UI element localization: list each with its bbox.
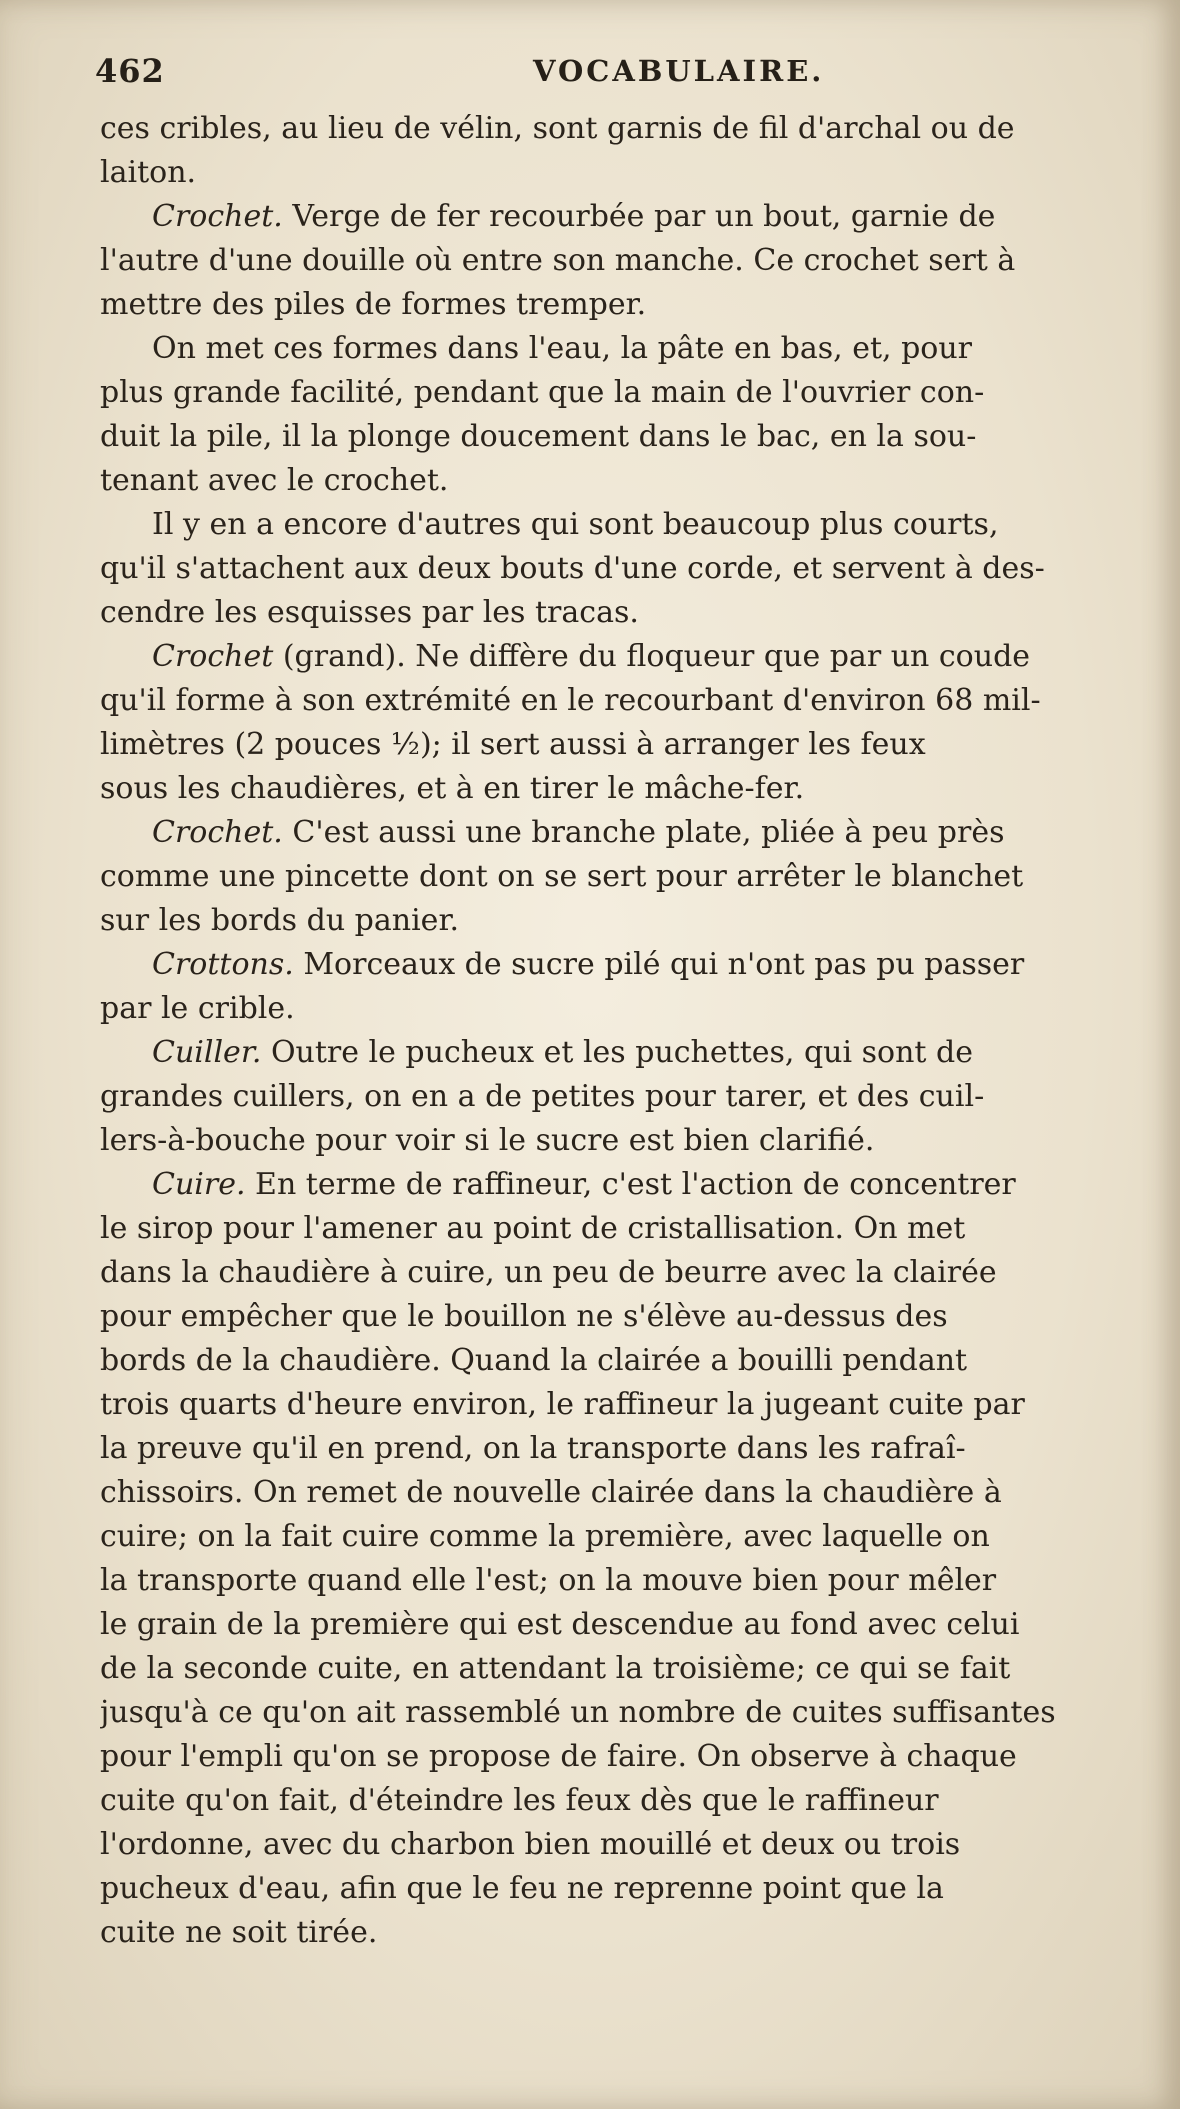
line-text: le sirop pour l'amener au point de cristallisation. On met [100,1211,966,1246]
line-text: Verge de fer recourbée par un bout, garnie de [282,199,996,234]
text-line [100,1471,1178,1515]
entry-term: Cuiller. [152,1035,262,1070]
text-line [100,1163,1178,1207]
line-text: qu'il forme à son extrémité en le recourbant d'environ 68 mil- [100,683,1041,718]
text-line [100,1911,1178,1955]
line-text: cuite ne soit tirée. [100,1915,378,1950]
text-line [100,1559,1178,1603]
text-line [100,1823,1178,1867]
text-line [100,1031,1178,1075]
text-line [100,1735,1178,1779]
text-line [100,1075,1178,1119]
text-line [100,1603,1178,1647]
line-text: par le crible. [100,991,295,1026]
text-line [100,987,1178,1031]
text-line [100,1515,1178,1559]
line-text: de la seconde cuite, en attendant la troisième; ce qui se fait [100,1651,1011,1686]
line-text: Il y en a encore d'autres qui sont beaucoup plus courts, [152,507,999,542]
line-text: On met ces formes dans l'eau, la pâte en bas, et, pour [152,331,973,366]
line-text: chissoirs. On remet de nouvelle clairée dans la chaudière à [100,1475,1002,1510]
line-text: trois quarts d'heure environ, le raffineur la jugeant cuite par [100,1387,1025,1422]
text-line [100,283,1178,327]
text-line [100,679,1178,723]
line-text: le grain de la première qui est descendue au fond avec celui [100,1607,1020,1642]
line-text: l'ordonne, avec du charbon bien mouillé et deux ou trois [100,1827,961,1862]
running-head: VOCABULAIRE. [533,54,825,88]
entry-term: Crochet. [152,199,283,234]
line-text: comme une pincette dont on se sert pour arrêter le blanchet [100,859,1024,894]
text-line [100,1779,1178,1823]
page-number: 462 [95,52,165,90]
body-text [100,107,1178,1955]
line-text: pour empêcher que le bouillon ne s'élève au-dessus des [100,1299,948,1334]
line-text: cendre les esquisses par les tracas. [100,595,639,630]
text-line [100,1383,1178,1427]
line-text: pucheux d'eau, afin que le feu ne reprenne point que la [100,1871,944,1906]
line-text: jusqu'à ce qu'on ait rassemblé un nombre de cuites suffisantes [100,1695,1056,1730]
text-line [100,1295,1178,1339]
text-line [100,151,1178,195]
line-text: dans la chaudière à cuire, un peu de beurre avec la clairée [100,1255,997,1290]
text-line [100,635,1178,679]
entry-term: Crottons. [152,947,294,982]
text-line [100,459,1178,503]
line-text: pour l'empli qu'on se propose de faire. On observe à chaque [100,1739,1017,1774]
entry-term: Crochet. [152,815,283,850]
line-text: mettre des piles de formes tremper. [100,287,647,322]
line-text: qu'il s'attachent aux deux bouts d'une corde, et servent à des- [100,551,1045,586]
text-line [100,1427,1178,1471]
line-text: grandes cuillers, on en a de petites pour tarer, et des cuil- [100,1079,985,1114]
text-line [100,503,1178,547]
text-line [100,1691,1178,1735]
text-line [100,1251,1178,1295]
line-text: sur les bords du panier. [100,903,460,938]
text-line [100,943,1178,987]
text-line [100,899,1178,943]
text-line [100,107,1178,151]
text-line [100,1647,1178,1691]
text-line [100,327,1178,371]
line-text: Outre le pucheux et les puchettes, qui sont de [261,1035,973,1070]
text-line [100,767,1178,811]
line-text: ces cribles, au lieu de vélin, sont garnis de fil d'archal ou de [100,111,1015,146]
entry-term: Cuire. [152,1167,246,1202]
text-line [100,591,1178,635]
line-text: sous les chaudières, et à en tirer le mâche-fer. [100,771,805,806]
text-line [100,195,1178,239]
text-line [100,1339,1178,1383]
text-line [100,1119,1178,1163]
line-text: plus grande facilité, pendant que la main de l'ouvrier con- [100,375,985,410]
line-text: (grand). Ne diffère du floqueur que par un coude [273,639,1031,674]
text-line [100,1207,1178,1251]
line-text: laiton. [100,155,197,190]
text-line [100,415,1178,459]
line-text: duit la pile, il la plonge doucement dans le bac, en la sou- [100,419,977,454]
line-text: lers-à-bouche pour voir si le sucre est bien clarifié. [100,1123,875,1158]
line-text: cuire; on la fait cuire comme la première, avec laquelle on [100,1519,990,1554]
entry-term: Crochet [152,639,274,674]
line-text: Morceaux de sucre pilé qui n'ont pas pu passer [293,947,1025,982]
line-text: la transporte quand elle l'est; on la mouve bien pour mêler [100,1563,997,1598]
text-line [100,547,1178,591]
line-text: limètres (2 pouces ½); il sert aussi à arranger les feux [100,727,926,762]
text-line [100,371,1178,415]
line-text: cuite qu'on fait, d'éteindre les feux dès que le raffineur [100,1783,939,1818]
line-text: C'est aussi une branche plate, pliée à peu près [282,815,1005,850]
text-line [100,239,1178,283]
text-line [100,855,1178,899]
text-line [100,723,1178,767]
page-header [95,48,1115,108]
line-text: l'autre d'une douille où entre son manche. Ce crochet sert à [100,243,1016,278]
line-text: la preuve qu'il en prend, on la transporte dans les rafraî- [100,1431,966,1466]
line-text: bords de la chaudière. Quand la clairée a bouilli pendant [100,1343,968,1378]
text-line [100,811,1178,855]
text-line [100,1867,1178,1911]
line-text: tenant avec le crochet. [100,463,449,498]
line-text: En terme de raffineur, c'est l'action de concentrer [245,1167,1016,1202]
